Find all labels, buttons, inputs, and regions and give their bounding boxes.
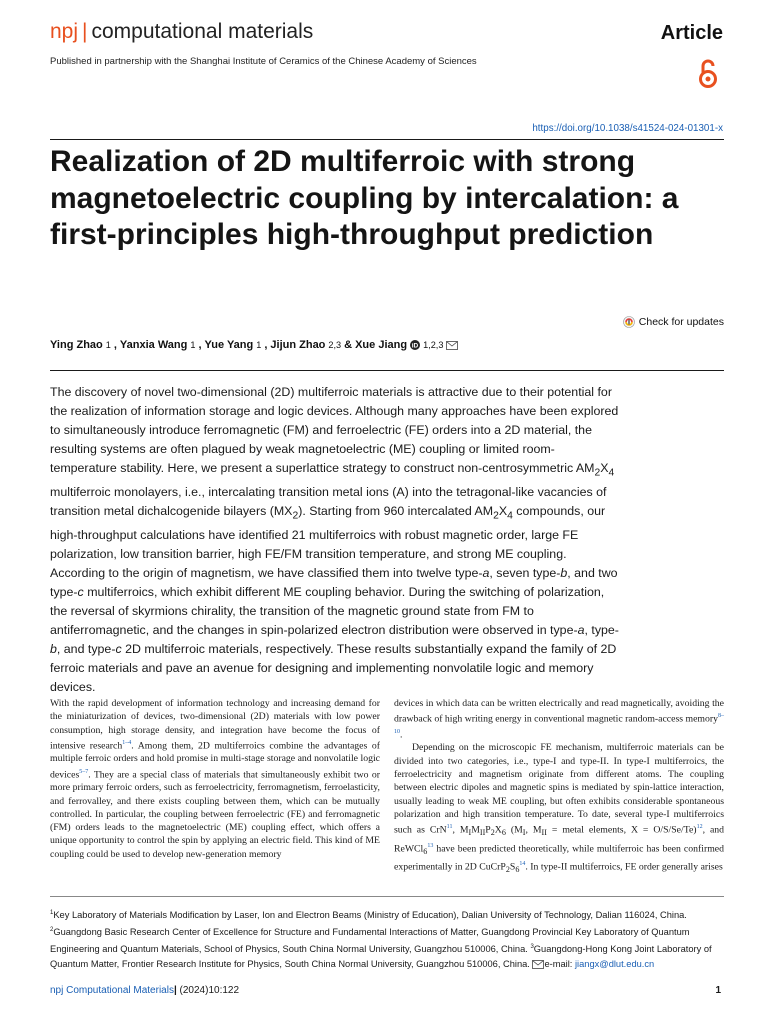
subscript: 2 [490,828,495,838]
email-envelope-icon[interactable] [446,341,458,350]
subscript: 2 [594,467,601,479]
page-number: 1 [715,985,721,996]
subscript: 4 [507,510,513,522]
abstract-text: The discovery of novel two-dimensional (2D) multiferroic materials is attractive due to their potential for the realization of information storage and logic devices. Although many approaches have been explored to simultaneously introduce ferromagnetic (FM) and ferroelectric (FE) orders into a 2D material, the resulting systems are often plagued by weak magnetoelectric (ME) coupling or limited room-temperature stability. Here, we present a superlattice strategy to construct non-centrosymmetric AM [50,385,619,475]
body-text-run: (M [505,824,523,836]
author-name: Jijun Zhao [270,339,326,351]
affiliation-number: 1 [50,910,54,916]
body-text-run: . [400,729,403,741]
affiliation-number: 3 [530,944,534,951]
body-text-run: . They are a special class of materials that simultaneously exhibit two or more primary ferroic orders, such as ferroelectricity, ferromagnetism, ferroelasticity, and ferrovalley, and there exists coupling between them, which can be mutually controlled. In particular, the coupling between ferroelectric (FE) and ferromagnetic (FM) orders leads to the magnetoelectric (ME) coupling effect, which offers a unique opportunity to control the spin by applying an electric field. This kind of ME coupling could be used to develop new-generation memory [50,768,380,860]
author-separator: , [113,339,117,351]
email-label: e-mail: [544,959,575,970]
body-column-left [50,697,380,877]
footnote-divider [50,896,724,897]
abstract-divider [50,370,724,371]
page-footer-citation [50,985,239,996]
affiliation-text: Guangdong Basic Research Center of Excellence for Structure and Fundamental Interactions of Matter, Guangdong Provincial Key Laboratory of Quantum Engineering and Quantum Materials, School of Physics, South China Normal University, Guangzhou 510006, China. [50,927,690,955]
abstract-text: multiferroic monolayers, i.e., intercalating transition metal ions (A) into the tetragonal-like vacancies of transition metal dichalcogenide bilayers (MX [50,485,607,518]
abstract-text: X [600,460,609,475]
reference-link[interactable]: 12 [696,824,703,831]
open-access-lock-icon [697,57,719,89]
subscript: II [479,828,486,838]
author-name: Xue Jiang [355,339,408,351]
check-for-updates-button[interactable] [623,316,724,328]
svg-text:iD: iD [411,342,419,350]
author-affiliation: 1 [105,340,111,350]
reference-link[interactable]: 5–7 [79,768,89,775]
article-title: Realization of 2D multiferroic with strong magnetoelectric coupling by intercalation: a first-principles high-throughput prediction [50,145,679,251]
footer-separator: | [173,985,177,996]
abstract-text: ). Starting from 960 intercalated AM [298,503,494,518]
abstract-text: , seven type- [489,566,561,581]
footer-citation: (2024)10:122 [176,985,240,996]
affiliation-text: Guangdong-Hong Kong Joint Laboratory of Quantum Matter, Frontier Research Institute for Physics, South China Normal University, Guangzhou 510006, China. [50,944,712,970]
journal-brand: npj [50,20,79,43]
body-text-run: Depending on the microscopic FE mechanism, multiferroic materials can be divided into two categories, i.e., type-I and type-II. In type-I multiferroics, the ferroelectricity and magnetism originate from different atoms. The coupling between electric dipoles and magnetic spins is mediated by spin-lattice interaction, usually leading to weak ME coupling, but often exhibits considerable spontaneous polarization and high transition temperature. To date, several type-I multiferroics such as CrN [394,742,724,836]
italic-text: c [115,641,122,656]
subscript: 2 [493,510,499,522]
author-list [50,339,458,351]
reference-link[interactable]: 14 [519,861,526,868]
body-text-run: have been predicted theoretically, while multiferroic has been confirmed experimentally in 2D CuCrP [394,842,724,873]
reference-link[interactable]: 1–4 [122,739,132,746]
email-link[interactable]: jiangx@dlut.edu.cn [574,959,655,970]
body-text-run: . Among them, 2D multiferroics combine the advantages of multiple ferroic orders and hold promise in multi-stage storage and nonvolatile logic devices [50,740,380,780]
subscript: 6 [423,846,428,856]
body-text-run: X [494,824,502,836]
body-text-run: , M [452,824,469,836]
body-text-run: , and ReWCl [394,824,725,854]
body-text [50,697,724,877]
partnership-note: Published in partnership with the Shanghai Institute of Ceramics of the Chinese Academy of Sciences [50,56,477,67]
subscript: 6 [515,865,520,875]
body-text-run: . In type-II multiferroics, FE order generally arises [525,861,723,873]
author-affiliation: 2,3 [328,340,342,350]
author-affiliation: 1 [256,340,262,350]
body-text-run: S [509,861,516,873]
abstract-text: , and type- [56,641,116,656]
footer-journal-link[interactable]: npj Computational Materials [50,985,174,996]
italic-text: a [482,566,490,581]
reference-link[interactable]: 11 [446,824,453,831]
orcid-icon[interactable] [410,340,420,350]
author-name: Ying Zhao [50,339,103,351]
body-column-right [394,697,724,877]
abstract-text: , and two type- [50,566,618,599]
subscript: 6 [501,828,506,838]
body-text-run: , M [525,824,542,836]
abstract-text: compounds, our high-throughput calculations have identified 21 multiferroics with robust magnetic order, large FE polarization, low transition barrier, high FE/FM transition temperature, and strong ME coupling. According to the origin of magnetism, we have classified them into twelve type- [50,503,606,581]
affiliation-text: Key Laboratory of Materials Modification by Laser, Ion and Electron Beams (Ministry of Education), Dalian University of Technology, Dalian 116024, China. [53,910,687,921]
abstract-text: X [498,503,508,518]
abstract-text: multiferroics, which exhibit different ME coupling behavior. During the switching of polarization, the reversal of skyrmions chirality, the transition of the magnetic ground state from FM to antiferromagnetic, and the changes in spin-polarized electron distribution were observed in type- [50,585,605,637]
body-text-run: P [485,824,491,836]
doi-link[interactable]: https://doi.org/10.1038/s41524-024-01301-x [532,123,723,134]
author-affiliation: 1,2,3 [423,340,444,350]
subscript: I [468,828,472,838]
author-separator: , [198,339,202,351]
journal-name: computational materials [91,20,314,43]
body-text-run: devices in which data can be written electrically and read magnetically, avoiding the drawback of high writing energy in conventional magnetic random-access memory [394,698,724,725]
article-type-label: Article [660,22,723,44]
body-paragraph [50,697,380,861]
subscript: I [522,828,526,838]
abstract-text: , type- [584,622,619,637]
abstract-text: 2D multiferroic materials, respectively. These results substantially expand the family of 2D ferroic materials and pave an avenue for designing and implementing nonvolatile logic and memory devices. [50,641,617,694]
body-paragraph [394,697,724,741]
italic-text: b [560,566,568,581]
italic-text: a [577,622,585,637]
body-text-run: With the rapid development of information technology and increasing demand for the miniaturization of devices, two-dimensional (2D) materials with low power consumption, high storage density, and integration have become the focus of intensive research [50,698,380,752]
body-text-run: = metal elements, X = O/S/Se/Te) [546,824,697,836]
author-name: Yue Yang [204,339,254,351]
journal-separator: | [82,20,88,43]
body-paragraph [394,741,724,876]
body-text-run: M [471,824,480,836]
author-separator: , [264,339,268,351]
italic-text: c [77,585,84,599]
affiliation-number: 2 [50,927,54,934]
italic-text: b [50,641,57,656]
subscript: 2 [292,510,299,522]
journal-title [50,20,313,44]
check-updates-label: Check for updates [638,316,724,328]
author-affiliation: 1 [190,340,196,350]
subscript: II [541,828,547,838]
title-divider [50,139,724,140]
affiliations [50,906,724,972]
reference-link[interactable]: 13 [427,842,434,849]
abstract [50,383,620,696]
author-separator: & [344,339,353,351]
author-name: Yanxia Wang [119,339,188,351]
check-updates-icon [623,316,635,328]
email-envelope-icon [532,960,544,969]
subscript: 4 [608,467,615,479]
reference-link[interactable]: 8–10 [394,713,724,735]
subscript: 2 [505,865,510,875]
